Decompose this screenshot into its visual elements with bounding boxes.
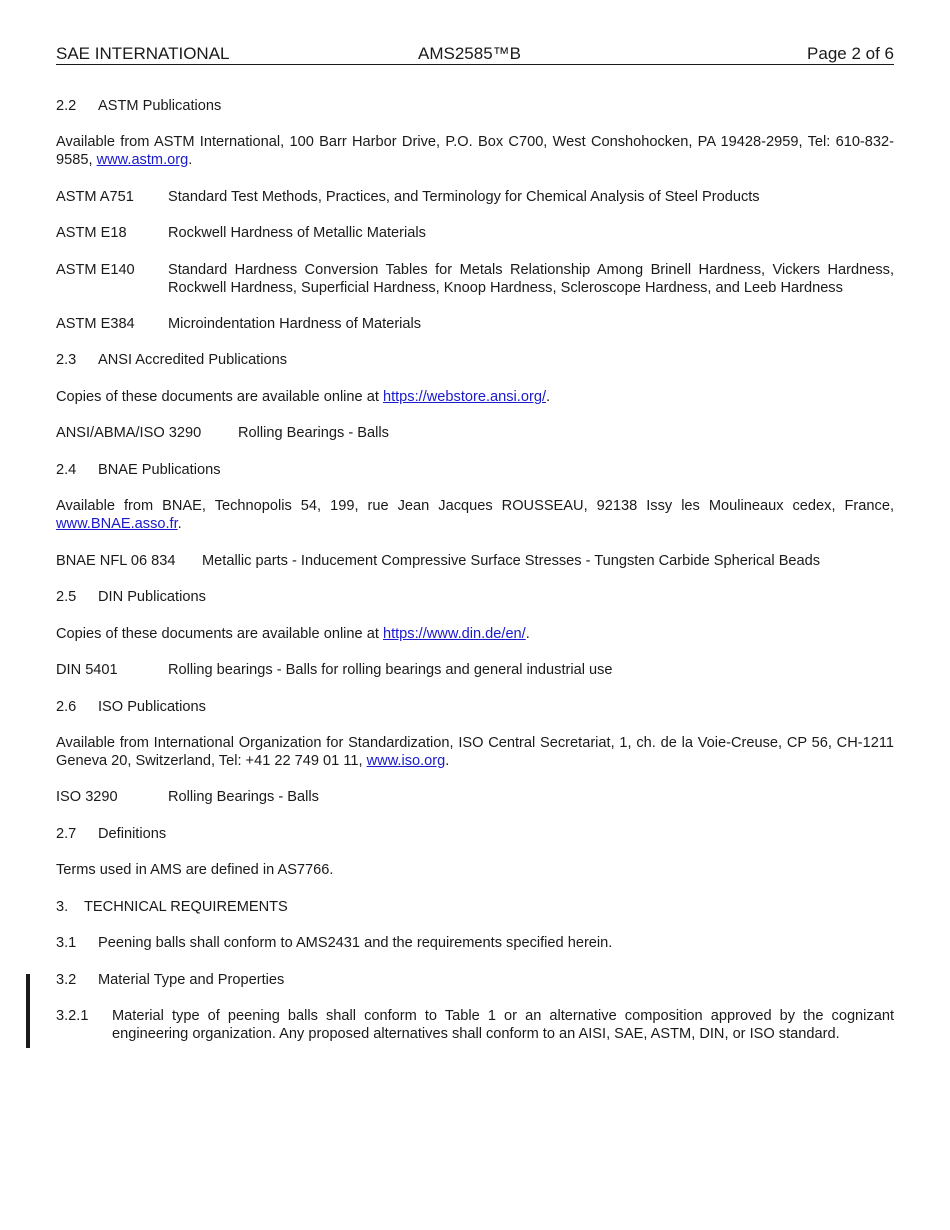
section-number: 2.4 (56, 462, 77, 478)
reference-astm-e18 (56, 225, 894, 243)
section-3-2-1-paragraph (56, 1008, 894, 1043)
section-title: Material Type and Properties (98, 972, 285, 988)
definitions-paragraph: Terms used in AMS are defined in AS7766. (56, 862, 334, 878)
reference-title: Metallic parts - Inducement Compressive Surface Stresses - Tungsten Carbide Spherical Beads (202, 553, 821, 569)
reference-code: ASTM E140 (56, 262, 135, 278)
section-text: Peening balls shall conform to AMS2431 and the requirements specified herein. (98, 935, 613, 951)
section-number: 2.3 (56, 352, 77, 368)
section-number: 3. (56, 899, 69, 915)
din-link[interactable]: https://www.din.de/en/ (382, 626, 526, 642)
section-number: 2.5 (56, 589, 77, 605)
section-2-7-heading (56, 826, 894, 844)
reference-din-5401 (56, 662, 894, 680)
revision-change-bar (26, 974, 30, 1048)
din-availability-paragraph: Copies of these documents are available online at https://www.din.de/en/. (56, 626, 530, 642)
reference-code: ASTM E18 (56, 225, 127, 241)
section-number: 2.7 (56, 826, 77, 842)
section-3-heading (56, 899, 894, 917)
reference-code: BNAE NFL 06 834 (56, 553, 176, 569)
header-doc-id: AMS2585™B (418, 44, 521, 63)
bnae-availability-paragraph: Available from BNAE, Technopolis 54, 199, rue Jean Jacques ROUSSEAU, 92138 Issy les Moulineaux cedex, France, www.BNAE.asso.fr. (56, 498, 894, 532)
section-number: 3.1 (56, 935, 77, 951)
iso-availability-paragraph: Available from International Organization for Standardization, ISO Central Secretariat, 1, ch. de la Voie-Creuse, CP 56, CH-1211 Geneva 20, Switzerland, Tel: +41 22 749 01 11, www.iso.org. (56, 735, 894, 769)
reference-bnae-nfl-06-834 (56, 553, 894, 571)
reference-code: ISO 3290 (56, 789, 118, 805)
astm-availability-text: Available from ASTM International, 100 Barr Harbor Drive, P.O. Box C700, West Conshohocken, PA 19428-2959, Tel: 610-832-9585, (56, 134, 894, 168)
reference-code: ASTM E384 (56, 316, 135, 332)
reference-code: DIN 5401 (56, 662, 118, 678)
iso-availability-text: Available from International Organization for Standardization, ISO Central Secretariat, 1, ch. de la Voie-Creuse, CP 56, CH-1211 Geneva 20, Switzerland, Tel: +41 22 749 01 11, (56, 735, 894, 769)
section-number: 2.6 (56, 699, 77, 715)
section-text: Material type of peening balls shall conform to Table 1 or an alternative composition approved by the cognizant engineering organization. Any proposed alternatives shall conform to an AISI, SAE, ASTM, DIN, or ISO standard. (112, 1008, 894, 1042)
page-header (56, 44, 894, 65)
section-2-4-heading (56, 462, 894, 480)
reference-ansi-abma-iso-3290 (56, 425, 894, 443)
reference-title: Standard Hardness Conversion Tables for Metals Relationship Among Brinell Hardness, Vickers Hardness, Rockwell Hardness, Superficial Hardness, Knoop Hardness, Scleroscope Hardness, and Leeb Hardness (168, 262, 894, 296)
header-page-number: Page 2 of 6 (807, 44, 894, 63)
reference-title: Standard Test Methods, Practices, and Terminology for Chemical Analysis of Steel Products (168, 189, 760, 205)
section-title: ANSI Accredited Publications (98, 352, 288, 368)
reference-title: Rolling Bearings - Balls (238, 425, 389, 441)
reference-title: Rolling Bearings - Balls (168, 789, 319, 805)
section-title: TECHNICAL REQUIREMENTS (84, 899, 288, 915)
reference-code: ANSI/ABMA/ISO 3290 (56, 425, 202, 441)
ansi-availability-paragraph: Copies of these documents are available online at https://webstore.ansi.org/. (56, 389, 551, 405)
section-title: BNAE Publications (98, 462, 221, 478)
reference-astm-a751 (56, 189, 894, 207)
section-3-2-heading (56, 972, 894, 990)
section-3-1-paragraph (56, 935, 894, 953)
section-number: 3.2.1 (56, 1008, 89, 1024)
ansi-webstore-link[interactable]: https://webstore.ansi.org/ (382, 389, 546, 405)
reference-title: Rolling bearings - Balls for rolling bearings and general industrial use (168, 662, 613, 678)
reference-astm-e140 (56, 262, 894, 297)
section-title: ISO Publications (98, 699, 206, 715)
bnae-link[interactable]: www.BNAE.asso.fr (56, 515, 178, 532)
reference-code: ASTM A751 (56, 189, 134, 205)
section-2-2-heading (56, 98, 894, 116)
bnae-availability-text: Available from BNAE, Technopolis 54, 199, rue Jean Jacques ROUSSEAU, 92138 Issy les Moulineaux cedex, France, (56, 498, 894, 514)
section-2-6-heading (56, 699, 894, 717)
reference-astm-e384 (56, 316, 894, 334)
section-title: DIN Publications (98, 589, 206, 605)
section-2-5-heading (56, 589, 894, 607)
section-2-3-heading (56, 352, 894, 370)
reference-title: Microindentation Hardness of Materials (168, 316, 422, 332)
section-title: Definitions (98, 826, 167, 842)
din-availability-text: Copies of these documents are available online at (56, 626, 383, 642)
reference-iso-3290 (56, 789, 894, 807)
section-number: 3.2 (56, 972, 77, 988)
astm-availability-paragraph: Available from ASTM International, 100 Barr Harbor Drive, P.O. Box C700, West Conshohocken, PA 19428-2959, Tel: 610-832-9585, www.astm.org. (56, 134, 894, 168)
header-org: SAE INTERNATIONAL (56, 44, 230, 63)
iso-link[interactable]: www.iso.org (366, 752, 446, 769)
astm-link[interactable]: www.astm.org (96, 151, 189, 168)
reference-title: Rockwell Hardness of Metallic Materials (168, 225, 426, 241)
section-number: 2.2 (56, 98, 77, 114)
ansi-availability-text: Copies of these documents are available online at (56, 389, 383, 405)
section-title: ASTM Publications (98, 98, 222, 114)
